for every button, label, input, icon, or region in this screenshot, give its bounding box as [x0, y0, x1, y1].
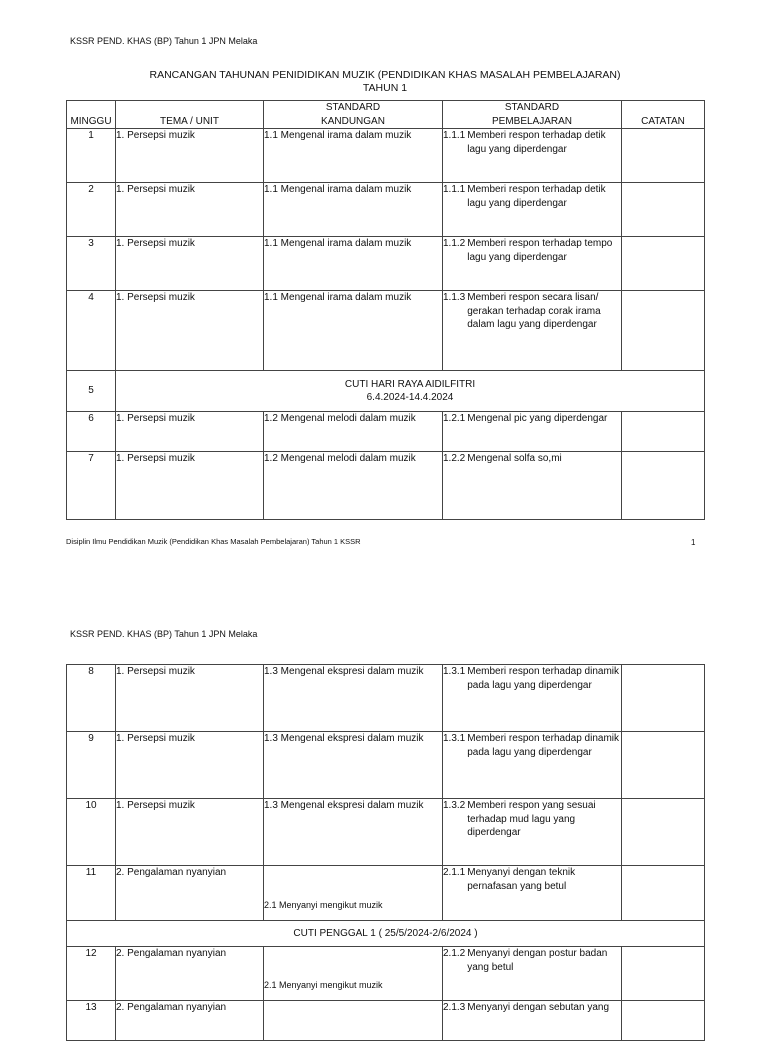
tema-cell: 1. Persepsi muzik — [116, 183, 264, 237]
standard-pembelajaran-cell — [443, 947, 622, 1001]
break-label: CUTI PENGGAL 1 ( 25/5/2024-2/6/2024 ) — [67, 921, 705, 947]
week-cell: 7 — [67, 452, 116, 520]
standard-pembelajaran-cell — [443, 291, 622, 371]
sp-text: Memberi respon terhadap detik lagu yang diperdengar — [467, 184, 606, 209]
standard-pembelajaran-cell — [443, 237, 622, 291]
standard-pembelajaran-cell — [443, 452, 622, 520]
standard-kandungan-cell: 1.1 Mengenal irama dalam muzik — [264, 183, 443, 237]
title-line-2: TAHUN 1 — [362, 82, 408, 94]
page-header-2: KSSR PEND. KHAS (BP) Tahun 1 JPN Melaka — [70, 629, 258, 639]
catatan-cell — [622, 947, 705, 1001]
sp-code: 2.1.3 — [443, 1002, 466, 1013]
standard-kandungan-cell: 1.2 Mengenal melodi dalam muzik — [264, 452, 443, 520]
sp-text: Menyanyi dengan postur badan yang betul — [467, 948, 608, 973]
catatan-cell — [622, 452, 705, 520]
tema-cell: 1. Persepsi muzik — [116, 799, 264, 866]
week-cell: 6 — [67, 412, 116, 452]
holiday-week: 5 — [67, 371, 116, 412]
standard-kandungan-cell: 1.2 Mengenal melodi dalam muzik — [264, 412, 443, 452]
page-header: KSSR PEND. KHAS (BP) Tahun 1 JPN Melaka — [70, 36, 258, 46]
tema-cell: 1. Persepsi muzik — [116, 237, 264, 291]
sp-text: Mengenal pic yang diperdengar — [467, 413, 608, 424]
week-cell: 4 — [67, 291, 116, 371]
week-cell: 9 — [67, 732, 116, 799]
tema-cell: 2. Pengalaman nyanyian — [116, 947, 264, 1001]
tema-cell: 1. Persepsi muzik — [116, 665, 264, 732]
table-row — [67, 183, 705, 237]
table-row — [67, 1001, 705, 1041]
holiday-label: CUTI HARI RAYA AIDILFITRI 6.4.2024-14.4.2024 — [116, 371, 705, 412]
week-cell: 11 — [67, 866, 116, 921]
tema-cell: 1. Persepsi muzik — [116, 452, 264, 520]
tema-cell: 1. Persepsi muzik — [116, 732, 264, 799]
catatan-cell — [622, 412, 705, 452]
sp-text: Memberi respon secara lisan/ gerakan terhadap corak irama dalam lagu yang diperdengar — [467, 292, 601, 330]
catatan-cell — [622, 183, 705, 237]
table-header-row — [67, 101, 705, 129]
standard-kandungan-cell — [264, 1001, 443, 1041]
standard-kandungan-cell: 1.3 Mengenal ekspresi dalam muzik — [264, 665, 443, 732]
standard-kandungan-cell: 1.3 Mengenal ekspresi dalam muzik — [264, 799, 443, 866]
title-line-1: RANCANGAN TAHUNAN PENIDIDIKAN MUZIK (PENDIDIKAN KHAS MASALAH PEMBELAJARAN) — [149, 69, 621, 81]
catatan-cell — [622, 291, 705, 371]
sp-code: 1.3.1 — [443, 666, 466, 677]
sp-text: Menyanyi dengan sebutan yang — [467, 1002, 610, 1013]
table-row — [67, 799, 705, 866]
header-tema: TEMA / UNIT — [116, 101, 264, 129]
table-row — [67, 129, 705, 183]
sp-text: Menyanyi dengan teknik pernafasan yang betul — [467, 867, 576, 892]
standard-kandungan-cell: 2.1 Menyanyi mengikut muzik — [264, 947, 443, 1001]
standard-pembelajaran-cell — [443, 866, 622, 921]
yearly-plan-table-page2 — [66, 664, 705, 1041]
sp-text: Memberi respon terhadap detik lagu yang diperdengar — [467, 130, 606, 155]
sp-code: 1.3.2 — [443, 800, 466, 811]
catatan-cell — [622, 866, 705, 921]
holiday-row — [67, 371, 705, 412]
sp-code: 1.1.3 — [443, 292, 466, 303]
table-row — [67, 412, 705, 452]
standard-kandungan-cell: 2.1 Menyanyi mengikut muzik — [264, 866, 443, 921]
catatan-cell — [622, 732, 705, 799]
tema-cell: 1. Persepsi muzik — [116, 412, 264, 452]
standard-pembelajaran-cell — [443, 665, 622, 732]
standard-pembelajaran-cell — [443, 732, 622, 799]
sp-code: 1.2.1 — [443, 413, 466, 424]
week-cell: 2 — [67, 183, 116, 237]
week-cell: 13 — [67, 1001, 116, 1041]
sp-code: 2.1.2 — [443, 948, 466, 959]
catatan-cell — [622, 1001, 705, 1041]
page-number: 1 — [691, 538, 696, 547]
sp-code: 1.1.1 — [443, 130, 466, 141]
tema-cell: 2. Pengalaman nyanyian — [116, 866, 264, 921]
standard-kandungan-cell: 1.1 Mengenal irama dalam muzik — [264, 237, 443, 291]
document-title — [66, 69, 704, 95]
standard-pembelajaran-cell — [443, 183, 622, 237]
header-catatan: CATATAN — [622, 101, 705, 129]
week-cell: 10 — [67, 799, 116, 866]
table-row — [67, 452, 705, 520]
catatan-cell — [622, 665, 705, 732]
sp-text: Mengenal solfa so,mi — [467, 453, 562, 464]
week-cell: 3 — [67, 237, 116, 291]
sp-text: Memberi respon terhadap tempo lagu yang diperdengar — [467, 238, 613, 263]
sp-code: 1.1.1 — [443, 184, 466, 195]
tema-cell: 2. Pengalaman nyanyian — [116, 1001, 264, 1041]
standard-kandungan-cell: 1.1 Mengenal irama dalam muzik — [264, 129, 443, 183]
catatan-cell — [622, 129, 705, 183]
table-row — [67, 732, 705, 799]
tema-cell: 1. Persepsi muzik — [116, 129, 264, 183]
standard-pembelajaran-cell — [443, 129, 622, 183]
standard-kandungan-cell: 1.3 Mengenal ekspresi dalam muzik — [264, 732, 443, 799]
table-row — [67, 237, 705, 291]
standard-kandungan-cell: 1.1 Mengenal irama dalam muzik — [264, 291, 443, 371]
header-minggu: MINGGU — [67, 101, 116, 129]
standard-pembelajaran-cell — [443, 799, 622, 866]
sp-code: 2.1.1 — [443, 867, 466, 878]
sp-text: Memberi respon terhadap dinamik pada lagu yang diperdengar — [467, 733, 619, 758]
catatan-cell — [622, 237, 705, 291]
sp-code: 1.1.2 — [443, 238, 466, 249]
week-cell: 8 — [67, 665, 116, 732]
header-standard-kandungan: STANDARD KANDUNGAN — [264, 101, 443, 129]
table-row — [67, 665, 705, 732]
header-standard-pembelajaran: STANDARD PEMBELAJARAN — [443, 101, 622, 129]
standard-pembelajaran-cell — [443, 1001, 622, 1041]
page-footer: Disiplin Ilmu Pendidikan Muzik (Pendidikan Khas Masalah Pembelajaran) Tahun 1 KSSR — [66, 537, 361, 546]
tema-cell: 1. Persepsi muzik — [116, 291, 264, 371]
week-cell: 1 — [67, 129, 116, 183]
sp-code: 1.2.2 — [443, 453, 466, 464]
break-row — [67, 921, 705, 947]
sp-text: Memberi respon terhadap dinamik pada lagu yang diperdengar — [467, 666, 619, 691]
sp-code: 1.3.1 — [443, 733, 466, 744]
week-cell: 12 — [67, 947, 116, 1001]
sp-text: Memberi respon yang sesuai terhadap mud lagu yang diperdengar — [467, 800, 596, 838]
yearly-plan-table-page1 — [66, 100, 705, 520]
table-row — [67, 866, 705, 921]
standard-pembelajaran-cell — [443, 412, 622, 452]
catatan-cell — [622, 799, 705, 866]
table-row — [67, 947, 705, 1001]
table-row — [67, 291, 705, 371]
